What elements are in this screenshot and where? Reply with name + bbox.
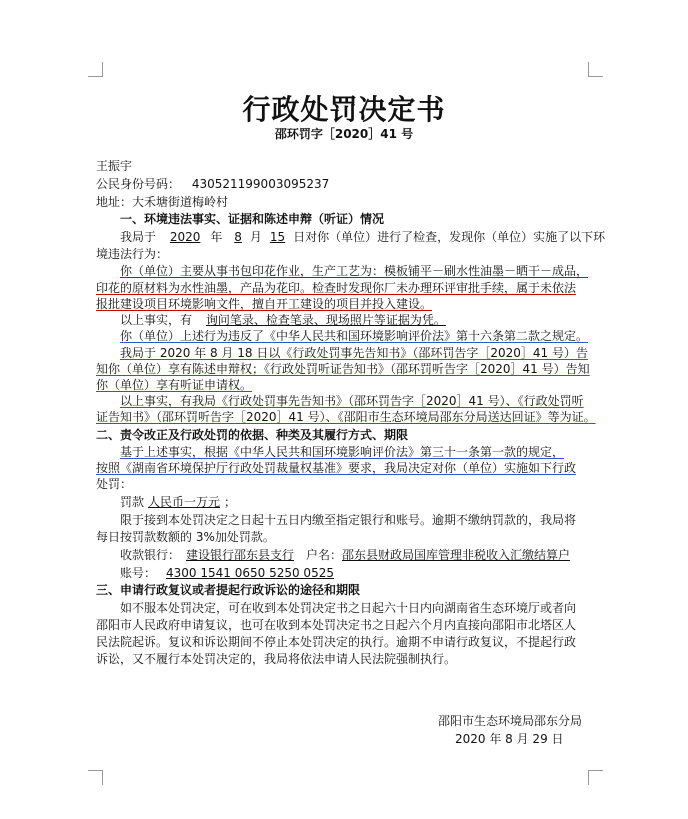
account-line: 账号： 4300 1541 0650 5250 0525 xyxy=(120,565,344,582)
inspection-line-2: 境违法行为： xyxy=(96,247,169,261)
notice-line-1: 我局于 2020 年 8 月 18 日以《行政处罚事先告知书》（邵环罚告字［2020］41 号）告 xyxy=(120,346,588,360)
fact-line-3: 报批建设项目环境影响文件，擅自开工建设的项目并投入建设。 xyxy=(96,297,433,311)
appeal-line-4: 诉讼，又不履行本处罚决定的，我局将依法申请人民法院强制执行。 xyxy=(96,652,457,666)
inspection-month: 8 xyxy=(234,230,242,244)
fact-line-2: 印花的原材料为水性油墨，产品为花印。检查时发现你厂未办理环评审批手续，属于未依法 xyxy=(96,281,577,295)
margin-corner-top-right xyxy=(588,62,603,77)
fine-amount: 人民币一万元 xyxy=(148,495,221,509)
basis-line-3: 处罚： xyxy=(96,477,133,491)
fact-line-1: 你（单位）主要从事书包印花作业，生产工艺为：模板铺平－刷水性油墨－晒干－成品， xyxy=(120,264,589,278)
notice-line-3: 你（单位）享有听证申请权。 xyxy=(96,378,253,392)
inspection-line-1: 我局于 2020 年 8 月 15 日对你（单位）进行了检查，发现你（单位）实施了以下环 xyxy=(120,230,606,244)
notice-line-2: 知你（单位）享有陈述申辩权；《行政处罚听证告知书》（邵环罚听告字［2020］41 号）告知 xyxy=(96,362,590,376)
document-title: 行政处罚决定书 xyxy=(242,93,446,126)
inspection-year: 2020 xyxy=(169,230,201,244)
basis-line-1: 基于上述事实，根据《中华人民共和国环境影响评价法》第三十一条第一款的规定， xyxy=(120,445,565,459)
proof-line-1: 以上事实，有我局《行政处罚事先告知书》（邵环罚告字［2020］41 号）、《行政处罚听 xyxy=(120,394,584,408)
margin-corner-bottom-right xyxy=(588,770,603,785)
recipient-id-label: 公民身份号码： xyxy=(96,177,181,191)
recipient-id-line xyxy=(96,176,329,193)
bank-line: 收款银行： 建设银行邵东县支行 户名：邵东县财政局国库管理非税收入汇缴结算户 xyxy=(120,548,571,562)
recipient-address: 地址：大禾塘街道梅岭村 xyxy=(96,195,229,209)
appeal-line-2: 邵阳市人民政府申请复议，也可在收到本处罚决定书之日起六个月内直接向邵阳市北塔区人 xyxy=(96,618,577,632)
fine-line: 罚款 人民币一万元 ； xyxy=(120,495,237,509)
recipient-name: 王振宇 xyxy=(96,159,133,173)
inspection-day: 15 xyxy=(269,230,286,244)
account-number: 4300 1541 0650 5250 0525 xyxy=(166,566,334,580)
issuer-name: 邵阳市生态环境局邵东分局 xyxy=(438,714,583,728)
appeal-line-3: 民法院起诉。复议和诉讼期间不停止本处罚决定的执行。逾期不申请行政复议，不提起行政 xyxy=(96,635,577,649)
issue-date: 2020 年 8 月 29 日 xyxy=(455,732,564,746)
section3-heading: 三、申请行政复议或者提起行政诉讼的途径和期限 xyxy=(96,583,361,597)
margin-corner-top-left xyxy=(88,62,103,77)
section2-heading: 二、责令改正及行政处罚的依据、种类及其履行方式、期限 xyxy=(96,428,409,442)
violation-line: 你（单位）上述行为违反了《中华人民共和国环境影响评价法》第十六条第二款之规定。 xyxy=(120,329,589,343)
deadline-line-1: 限于接到本处罚决定之日起十五日内缴至指定银行和账号。逾期不缴纳罚款的，我局将 xyxy=(120,513,577,527)
document-number: 邵环罚字［2020］41 号 xyxy=(274,127,414,141)
bank-value: 建设银行邵东县支行 xyxy=(186,548,295,562)
proof-line-2: 证告知书》（邵环罚听告字［2020］41 号）、《邵阳市生态环境局邵东分局送达回证》等为证。 xyxy=(96,410,596,424)
deadline-line-2: 每日按罚款数额的 3%加处罚款。 xyxy=(96,530,275,544)
recipient-id-value: 430521199003095237 xyxy=(191,177,330,191)
evidence-line: 以上事实，有 询问笔录、检查笔录、现场照片等证据为凭。 xyxy=(120,313,446,327)
account-name-value: 邵东县财政局国库管理非税收入汇缴结算户 xyxy=(342,548,571,562)
section1-heading: 一、环境违法事实、证据和陈述申辩（听证）情况 xyxy=(120,212,385,226)
appeal-line-1: 如不服本处罚决定，可在收到本处罚决定书之日起六十日内向湖南省生态环境厅或者向 xyxy=(120,601,577,615)
basis-line-2: 按照《湖南省环境保护厅行政处罚裁量权基准》要求，我局决定对你（单位）实施如下行政 xyxy=(96,461,577,475)
margin-corner-bottom-left xyxy=(88,770,103,785)
